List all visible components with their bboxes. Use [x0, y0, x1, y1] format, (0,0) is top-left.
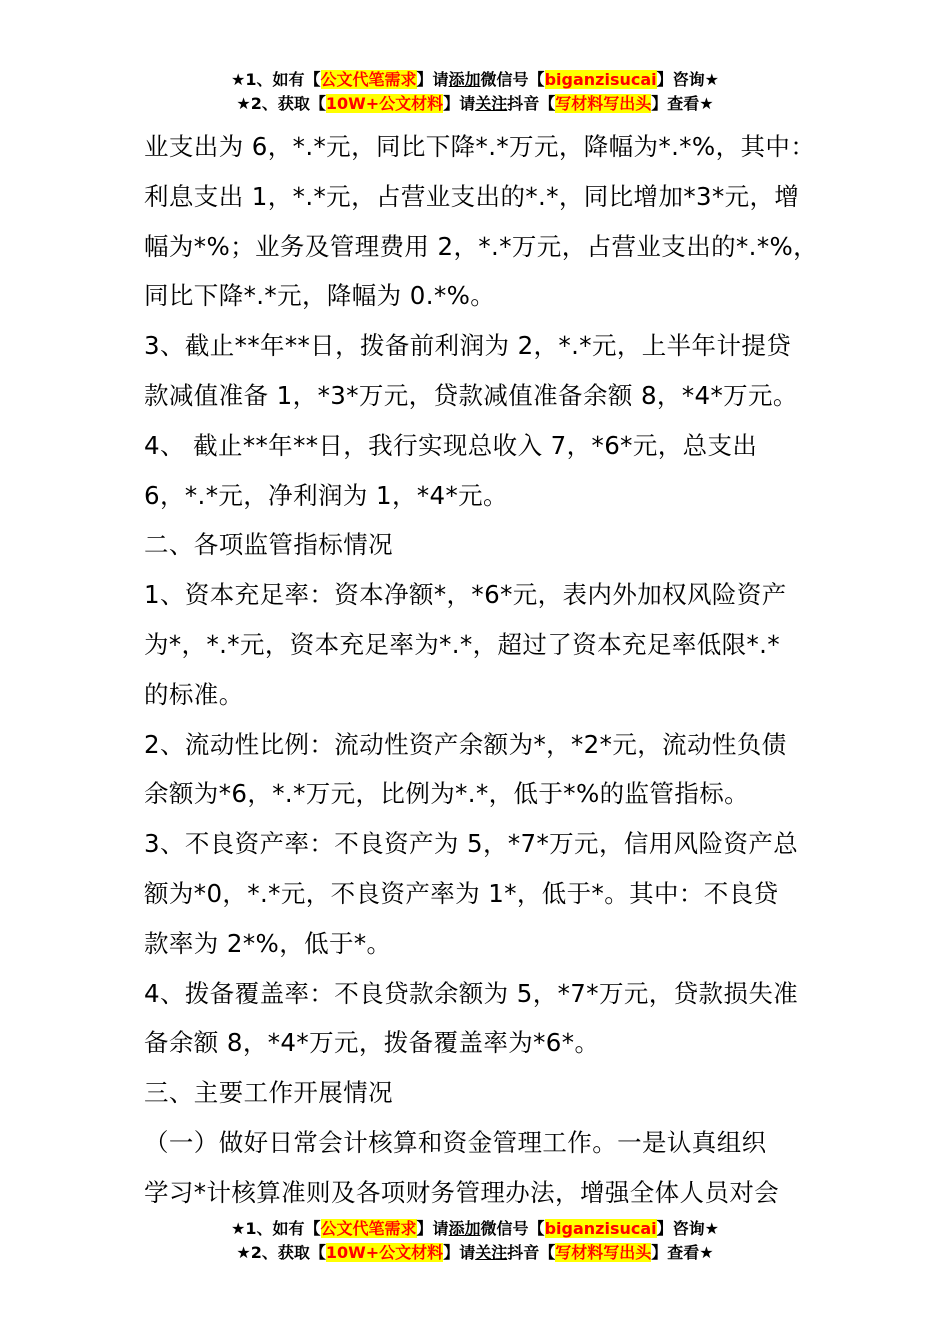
footer-banner: [0, 1217, 950, 1265]
text-line: 6，*.*元，净利润为 1，*4*元。: [144, 480, 508, 510]
text-line: 备余额 8，*4*万元，拨备覆盖率为*6*。: [144, 1028, 600, 1058]
banner-line-2: ★2、获取【10W+公文材料】请关注抖音【写材料写出头】查看★: [236, 1243, 714, 1262]
section-heading: 三、主要工作开展情况: [144, 1078, 393, 1108]
underlined-text: 关注: [475, 94, 508, 113]
section-heading: 二、各项监管指标情况: [144, 530, 393, 560]
text-line: 的标准。: [144, 679, 244, 709]
text-line: 4、 截止**年**日，我行实现总收入 7，*6*元，总支出: [144, 430, 758, 460]
text-line: 同比下降*.*元，降幅为 0.*%。: [144, 281, 496, 311]
text-line: 4、拨备覆盖率：不良贷款余额为 5，*7*万元，贷款损失准: [144, 978, 799, 1008]
text-line: 业支出为 6，*.*元，同比下降*.*万元，降幅为*.*%，其中：: [144, 132, 816, 161]
highlight-text: 公文代笔需求: [320, 70, 417, 89]
text-line: 2、流动性比例：流动性资产余额为*，*2*元，流动性负债: [144, 729, 787, 759]
underlined-text: 添加: [448, 1219, 481, 1238]
banner-line-1: ★1、如有【公文代笔需求】请添加微信号【biganzisucai】咨询★: [231, 1219, 719, 1238]
text-line: 3、不良资产率：不良资产为 5，*7*万元，信用风险资产总: [144, 829, 799, 859]
document-body: [144, 122, 824, 1218]
header-banner: [0, 68, 950, 116]
text-line: 学习*计核算准则及各项财务管理办法，增强全体人员对会: [144, 1177, 780, 1207]
highlight-text: biganzisucai: [544, 70, 657, 89]
text-line: 幅为*%；业务及管理费用 2，*.*万元，占营业支出的*.*%，: [144, 231, 819, 261]
text-line: 款率为 2*%，低于*。: [144, 928, 392, 958]
underlined-text: 关注: [475, 1243, 508, 1262]
text-line: 1、资本充足率：资本净额*，*6*元，表内外加权风险资产: [144, 580, 787, 610]
highlight-text: 公文代笔需求: [320, 1219, 417, 1238]
highlight-text: 10W+公文材料: [325, 1243, 444, 1262]
text-line: （一）做好日常会计核算和资金管理工作。一是认真组织: [144, 1127, 767, 1157]
text-line: 款减值准备 1，*3*万元，贷款减值准备余额 8，*4*万元。: [144, 380, 798, 410]
underlined-text: 添加: [448, 70, 481, 89]
highlight-text: 10W+公文材料: [325, 94, 444, 113]
highlight-text: 写材料写出头: [555, 94, 652, 113]
text-line: 利息支出 1，*.*元，占营业支出的*.*，同比增加*3*元，增: [144, 181, 800, 211]
text-line: 额为*0，*.*元，不良资产率为 1*，低于*。其中：不良贷: [144, 878, 779, 908]
banner-line-2: ★2、获取【10W+公文材料】请关注抖音【写材料写出头】查看★: [236, 94, 714, 113]
text-line: 余额为*6，*.*万元，比例为*.*，低于*%的监管指标。: [144, 779, 750, 809]
text-line: 为*，*.*元，资本充足率为*.*，超过了资本充足率低限*.*: [144, 629, 781, 659]
highlight-text: biganzisucai: [544, 1219, 657, 1238]
banner-line-1: ★1、如有【公文代笔需求】请添加微信号【biganzisucai】咨询★: [231, 70, 719, 89]
text-line: 3、截止**年**日，拨备前利润为 2，*.*元，上半年计提贷: [144, 331, 792, 361]
highlight-text: 写材料写出头: [555, 1243, 652, 1262]
